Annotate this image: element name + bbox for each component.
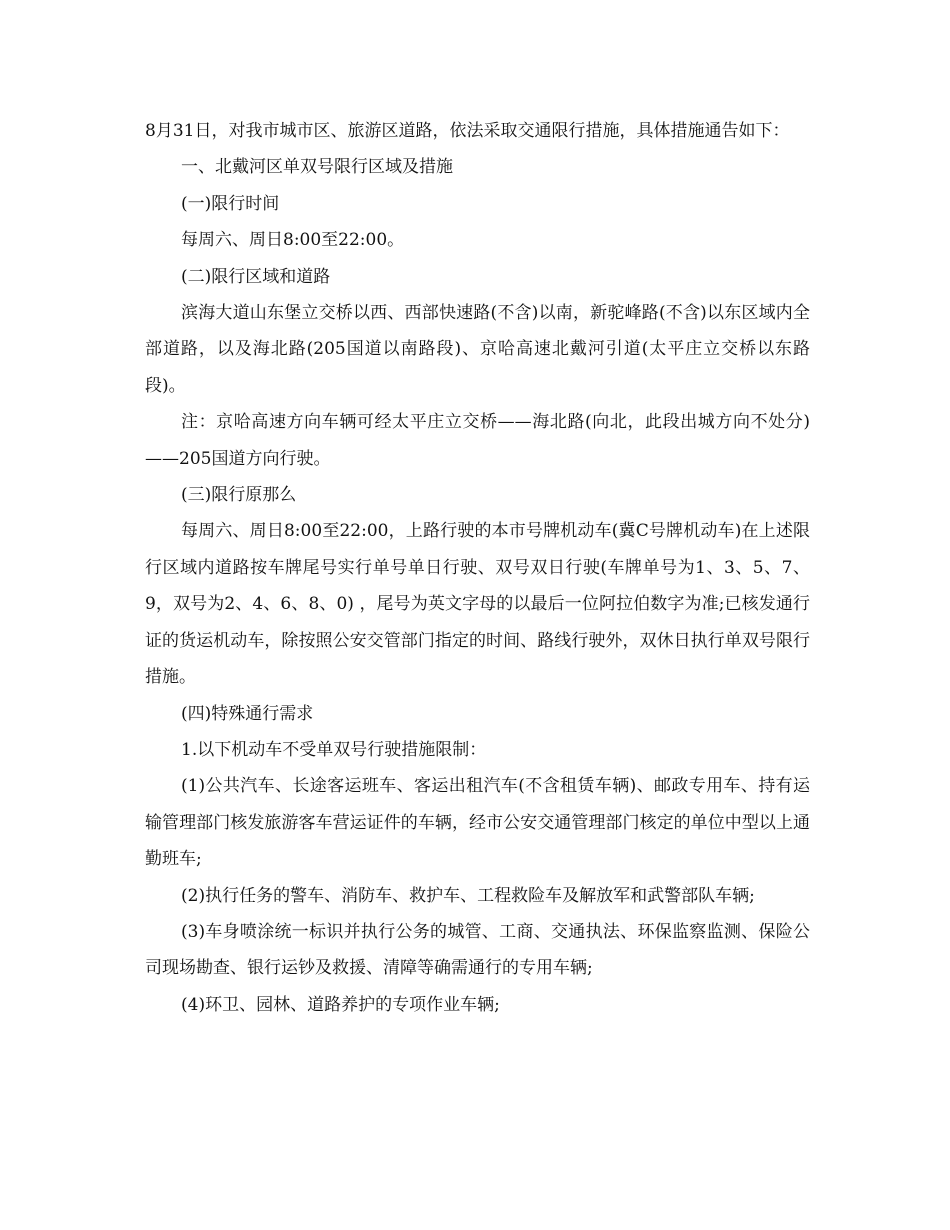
- document-body: [145, 113, 810, 1023]
- paragraph: 每周六、周日8:00至22:00。: [181, 230, 405, 251]
- subsection-heading: (四)特殊通行需求: [181, 703, 314, 724]
- subsection-heading: (一)限行时间: [181, 193, 280, 214]
- list-item: (1)公共汽车、长途客运班车、客运出租汽车(不含租赁车辆)、邮政专用车、持有运输管理部门核发旅游客车营运证件的车辆，经市公安交通管理部门核定的单位中型以上通勤班车;: [145, 776, 810, 870]
- list-item: (2)执行任务的警车、消防车、救护车、工程救险车及解放军和武警部队车辆;: [181, 885, 755, 906]
- paragraph: 每周六、周日8:00至22:00，上路行驶的本市号牌机动车(冀C号牌机动车)在上述限行区域内道路按车牌尾号实行单号单日行驶、双号双日行驶(车牌单号为1、3、5、7、9，双号为2、4、6、8、0) ，尾号为英文字母的以最后一位阿拉伯数字为准;已核发通行证的货运机动车，除按照公安交管部门指定的时间、路线行驶外，双休日执行单双号限行措施。: [145, 521, 810, 688]
- list-heading: 1.以下机动车不受单双号行驶措施限制：: [181, 739, 487, 760]
- subsection-heading: (二)限行区域和道路: [181, 266, 331, 287]
- subsection-heading: (三)限行原那么: [181, 485, 297, 506]
- list-item: (3)车身喷涂统一标识并执行公务的城管、工商、交通执法、环保监察监测、保险公司现场勘查、银行运钞及救援、清障等确需通行的专用车辆;: [145, 921, 810, 979]
- section-heading: 一、北戴河区单双号限行区域及措施: [181, 157, 453, 178]
- paragraph-intro: 8月31日，对我市城市区、旅游区道路，依法采取交通限行措施，具体措施通告如下：: [145, 121, 790, 141]
- list-item: (4)环卫、园林、道路养护的专项作业车辆;: [181, 994, 500, 1015]
- paragraph: 滨海大道山东堡立交桥以西、西部快速路(不含)以南，新驼峰路(不含)以东区域内全部道路，以及海北路(205国道以南路段)、京哈高速北戴河引道(太平庄立交桥以东路段)。: [145, 303, 810, 396]
- note-paragraph: 注：京哈高速方向车辆可经太平庄立交桥——海北路(向北，此段出城方向不处分)——205国道方向行驶。: [145, 412, 810, 469]
